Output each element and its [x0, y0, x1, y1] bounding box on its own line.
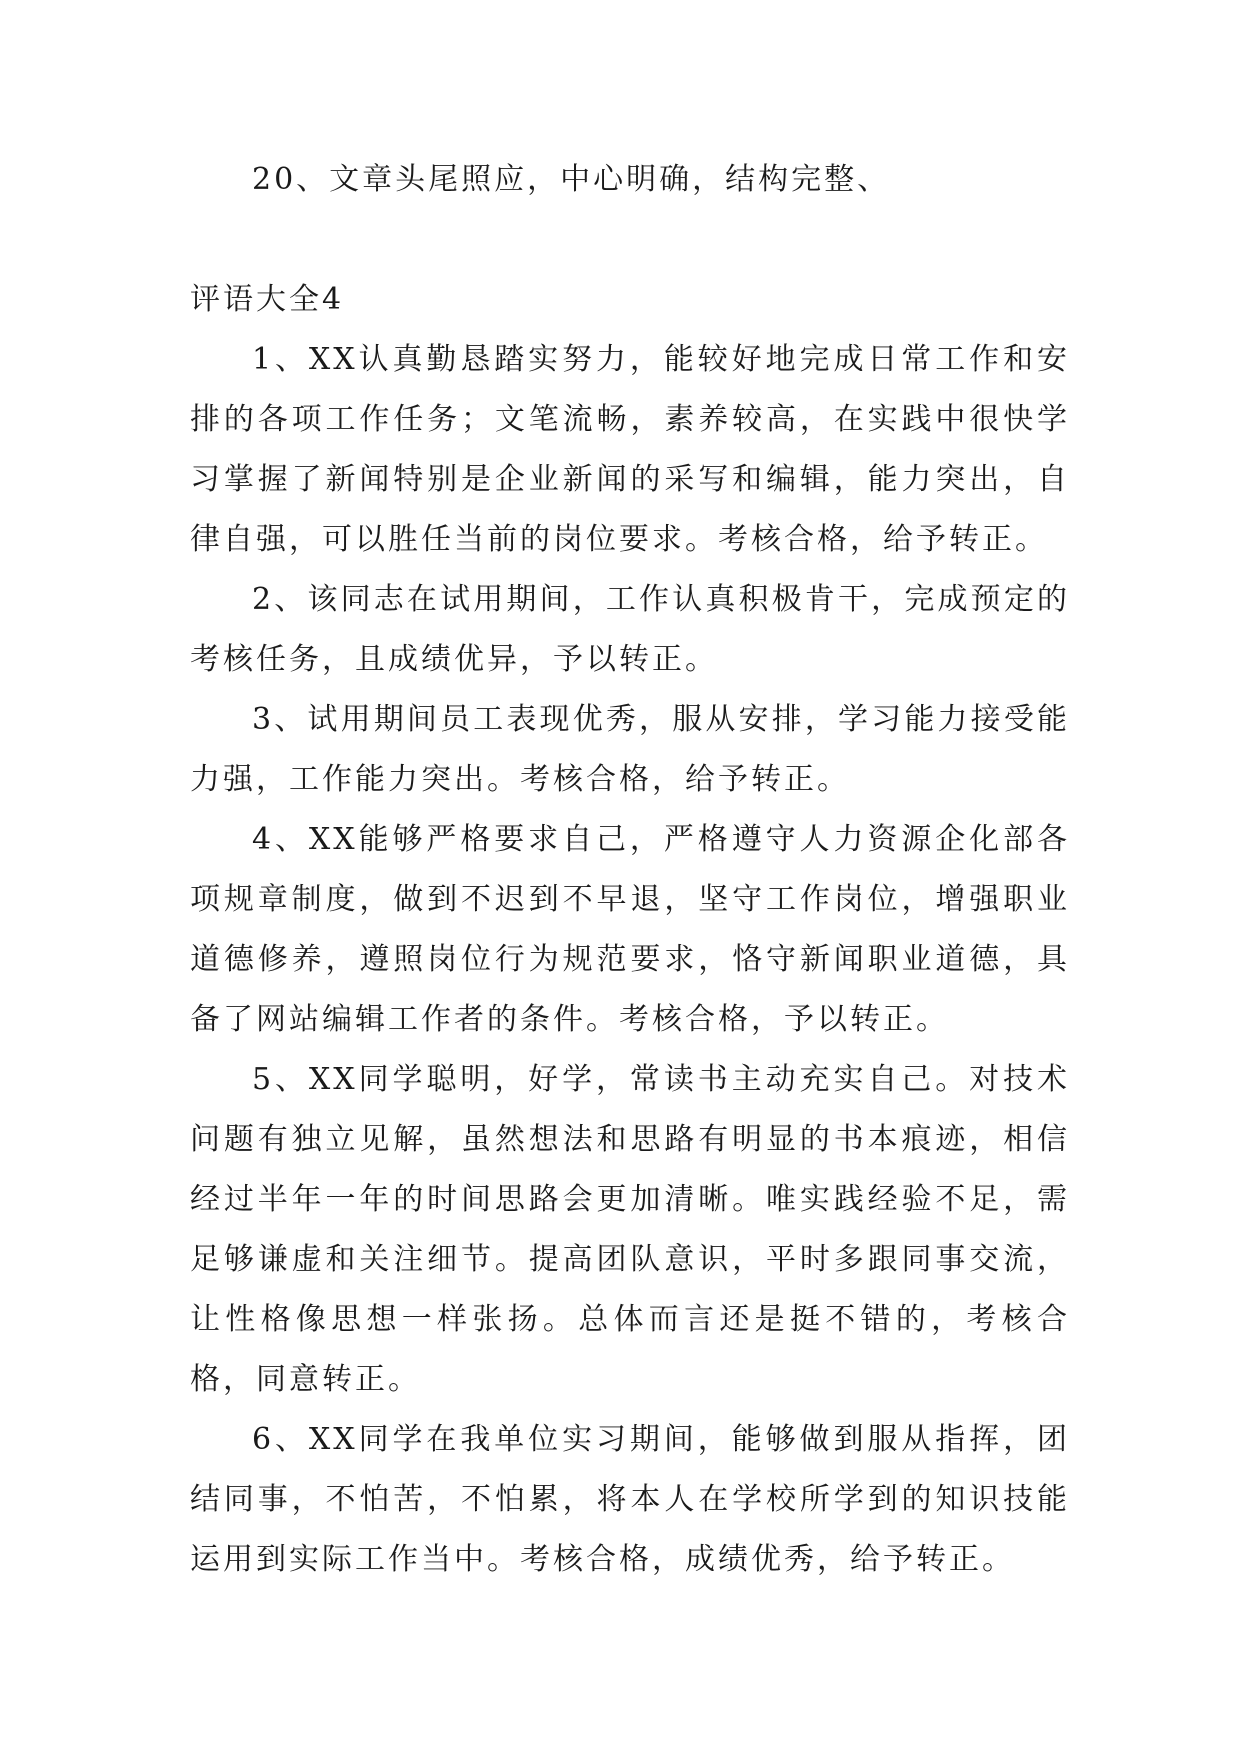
comment-item-4: 4、XX能够严格要求自己，严格遵守人力资源企化部各项规章制度，做到不迟到不早退，坚守工作岗位，增强职业道德修养，遵照岗位行为规范要求，恪守新闻职业道德，具备了网站编辑工作者的条件。考核合格，予以转正。 — [190, 822, 1070, 1037]
comment-item-3: 3、试用期间员工表现优秀，服从安排，学习能力接受能力强，工作能力突出。考核合格，给予转正。 — [190, 702, 1070, 797]
comment-item-2: 2、该同志在试用期间，工作认真积极肯干，完成预定的考核任务，且成绩优异，予以转正。 — [190, 582, 1070, 677]
intro-paragraph: 20、文章头尾照应，中心明确，结构完整、 — [252, 162, 891, 197]
comment-item-6: 6、XX同学在我单位实习期间，能够做到服从指挥，团结同事，不怕苦，不怕累，将本人在学校所学到的知识技能运用到实际工作当中。考核合格，成绩优秀，给予转正。 — [190, 1422, 1070, 1577]
document-body — [190, 150, 1070, 1590]
comment-item-1: 1、XX认真勤恳踏实努力，能较好地完成日常工作和安排的各项工作任务；文笔流畅，素养较高，在实践中很快学习掌握了新闻特别是企业新闻的采写和编辑，能力突出，自律自强，可以胜任当前的岗位要求。考核合格，给予转正。 — [190, 342, 1070, 557]
comment-item-5: 5、XX同学聪明，好学，常读书主动充实自己。对技术问题有独立见解，虽然想法和思路有明显的书本痕迹，相信经过半年一年的时间思路会更加清晰。唯实践经验不足，需足够谦虚和关注细节。提高团队意识，平时多跟同事交流，让性格像思想一样张扬。总体而言还是挺不错的，考核合格，同意转正。 — [190, 1062, 1070, 1397]
section-title: 评语大全4 — [190, 282, 345, 317]
